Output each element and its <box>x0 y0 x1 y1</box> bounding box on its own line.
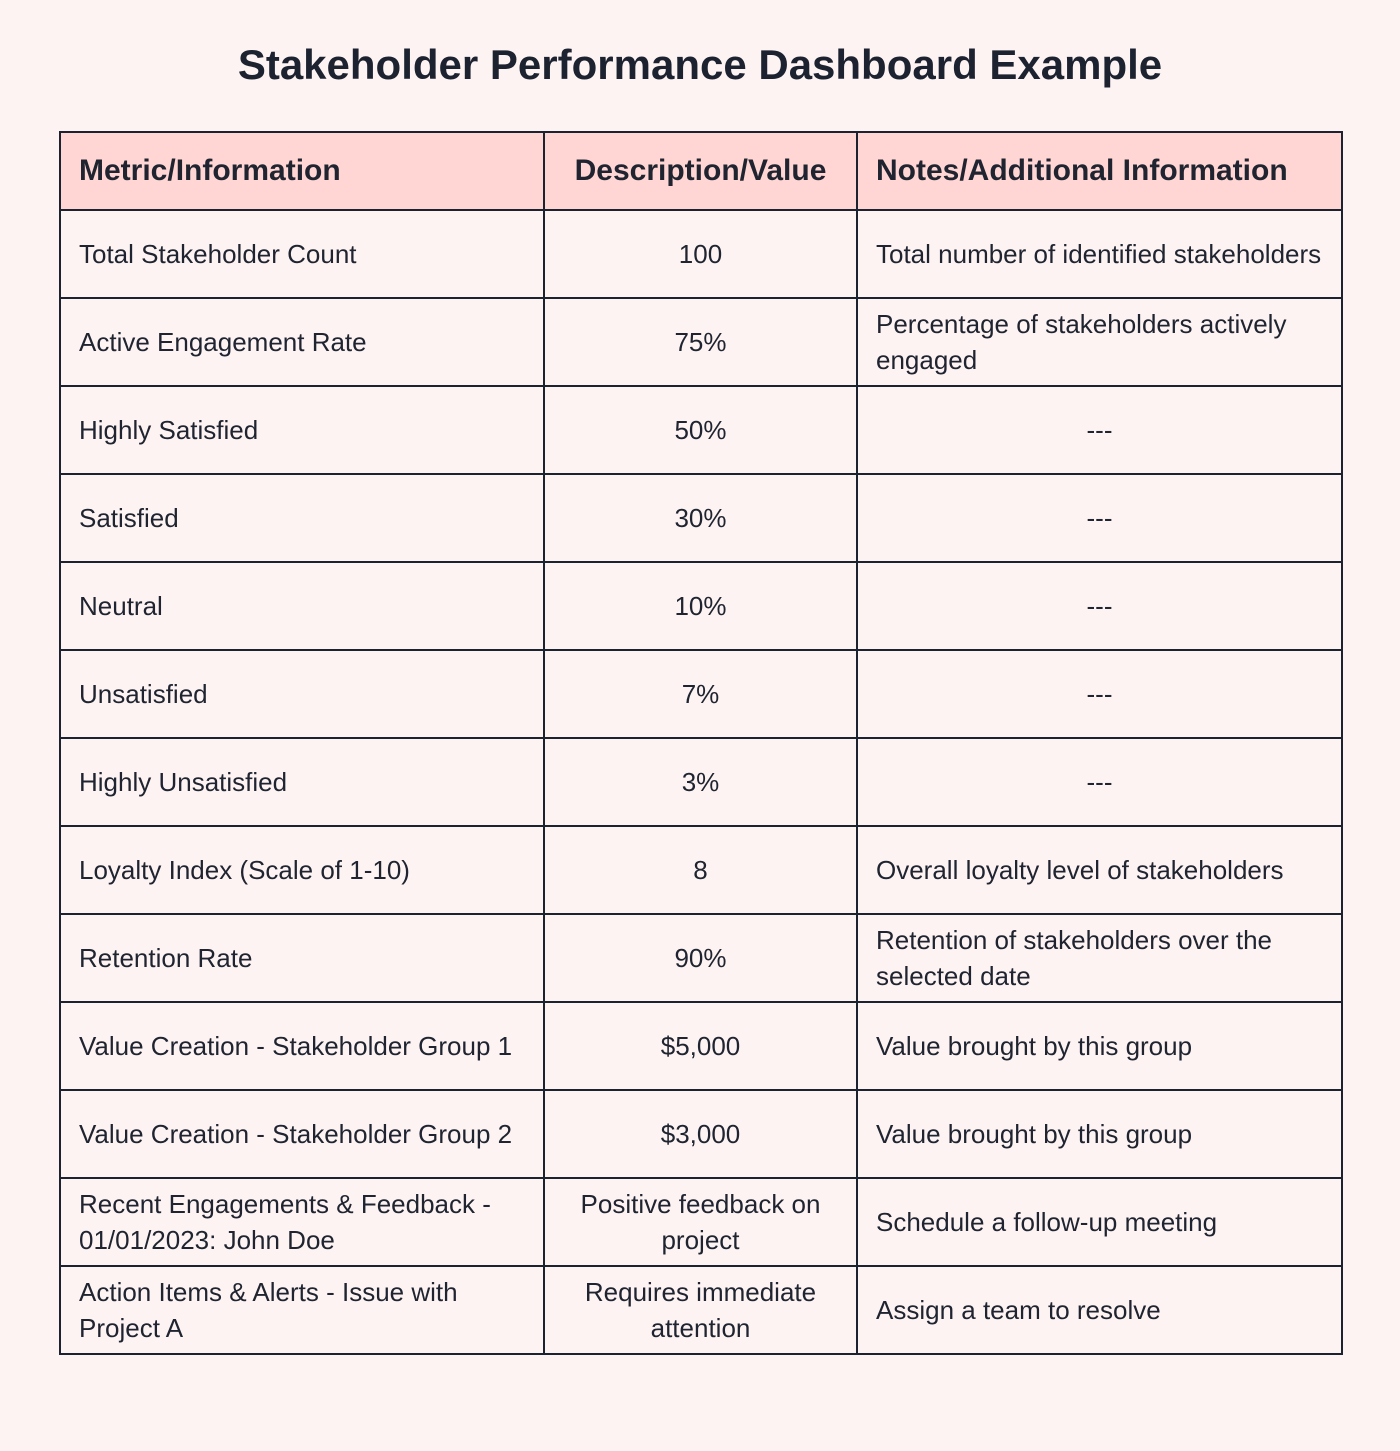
column-header-notes: Notes/Additional Information <box>857 132 1342 210</box>
notes-cell: Assign a team to resolve <box>857 1266 1342 1354</box>
value-cell: 7% <box>544 650 857 738</box>
metric-cell: Active Engagement Rate <box>60 298 544 386</box>
header-row <box>60 132 1342 210</box>
table-row <box>60 1002 1342 1090</box>
metric-cell: Loyalty Index (Scale of 1-10) <box>60 826 544 914</box>
notes-cell: Total number of identified stakeholders <box>857 210 1342 298</box>
value-cell: 90% <box>544 914 857 1002</box>
notes-cell: Schedule a follow-up meeting <box>857 1178 1342 1266</box>
value-cell: 8 <box>544 826 857 914</box>
metric-cell: Neutral <box>60 562 544 650</box>
column-header-value: Description/Value <box>544 132 857 210</box>
column-header-metric: Metric/Information <box>60 132 544 210</box>
table-row <box>60 826 1342 914</box>
metric-cell: Value Creation - Stakeholder Group 1 <box>60 1002 544 1090</box>
metric-cell: Unsatisfied <box>60 650 544 738</box>
metric-cell: Recent Engagements & Feedback - 01/01/2023: John Doe <box>60 1178 544 1266</box>
metric-cell: Retention Rate <box>60 914 544 1002</box>
notes-cell: Percentage of stakeholders actively engaged <box>857 298 1342 386</box>
table-row <box>60 210 1342 298</box>
value-cell: $3,000 <box>544 1090 857 1178</box>
notes-cell: --- <box>857 650 1342 738</box>
value-cell: 100 <box>544 210 857 298</box>
table-row <box>60 650 1342 738</box>
table-row <box>60 1266 1342 1354</box>
value-cell: $5,000 <box>544 1002 857 1090</box>
table-row <box>60 562 1342 650</box>
value-cell: 75% <box>544 298 857 386</box>
notes-cell: Value brought by this group <box>857 1090 1342 1178</box>
notes-cell: Overall loyalty level of stakeholders <box>857 826 1342 914</box>
table-row <box>60 1178 1342 1266</box>
dashboard-table <box>59 131 1343 1355</box>
table-row <box>60 474 1342 562</box>
notes-cell: --- <box>857 474 1342 562</box>
metric-cell: Action Items & Alerts - Issue with Project A <box>60 1266 544 1354</box>
table-row <box>60 914 1342 1002</box>
value-cell: 50% <box>544 386 857 474</box>
notes-cell: --- <box>857 562 1342 650</box>
metric-cell: Highly Satisfied <box>60 386 544 474</box>
value-cell: 3% <box>544 738 857 826</box>
notes-cell: Retention of stakeholders over the selected date <box>857 914 1342 1002</box>
metric-cell: Total Stakeholder Count <box>60 210 544 298</box>
value-cell: 30% <box>544 474 857 562</box>
page-title: Stakeholder Performance Dashboard Example <box>237 41 1163 88</box>
value-cell: 10% <box>544 562 857 650</box>
value-cell: Requires immediate attention <box>544 1266 857 1354</box>
notes-cell: --- <box>857 738 1342 826</box>
notes-cell: Value brought by this group <box>857 1002 1342 1090</box>
table-row <box>60 1090 1342 1178</box>
metric-cell: Satisfied <box>60 474 544 562</box>
table-row <box>60 738 1342 826</box>
metric-cell: Value Creation - Stakeholder Group 2 <box>60 1090 544 1178</box>
table-row <box>60 386 1342 474</box>
table-body <box>60 210 1342 1354</box>
metric-cell: Highly Unsatisfied <box>60 738 544 826</box>
value-cell: Positive feedback on project <box>544 1178 857 1266</box>
table-header <box>60 132 1342 210</box>
notes-cell: --- <box>857 386 1342 474</box>
table-row <box>60 298 1342 386</box>
